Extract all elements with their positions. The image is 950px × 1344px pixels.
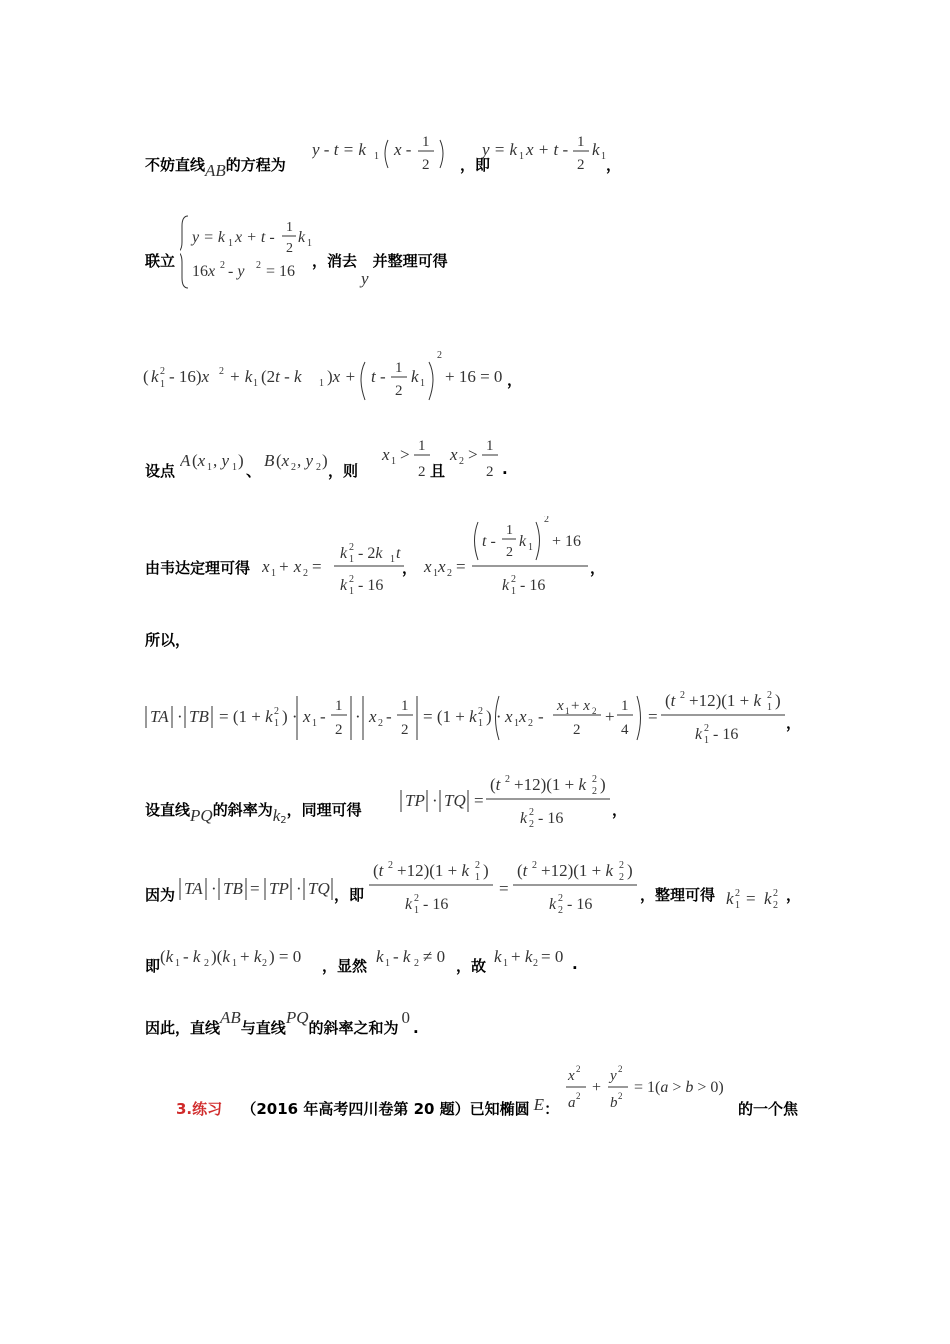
math-AB: AB: [205, 161, 226, 180]
svg-text:2: 2: [395, 383, 403, 399]
svg-text:2: 2: [335, 722, 343, 738]
svg-text:x: x: [568, 1068, 575, 1084]
svg-text:1: 1: [514, 718, 519, 729]
svg-text:k: k: [340, 545, 348, 562]
svg-text:(t: (t: [490, 775, 501, 794]
svg-text:+12)(1 + k: +12)(1 + k: [514, 775, 587, 794]
svg-text:>: >: [468, 445, 478, 464]
svg-text:1: 1: [601, 151, 606, 162]
svg-text:k: k: [549, 896, 557, 913]
svg-text:k: k: [502, 577, 510, 594]
svg-text:A: A: [180, 451, 191, 470]
svg-text:2: 2: [558, 905, 563, 916]
line-5: 由韦达定理可得: [145, 559, 251, 577]
svg-text:+: +: [605, 707, 615, 726]
svg-text:+ x: + x: [278, 557, 302, 576]
svg-text:y: y: [610, 1068, 617, 1084]
svg-text:·: ·: [355, 707, 361, 726]
svg-text:- k: - k: [183, 947, 201, 966]
svg-text:1: 1: [767, 702, 772, 713]
line-2-b: ，消去y并整理可得: [312, 252, 448, 288]
line-5-b: ，: [402, 559, 418, 577]
svg-text:x: x: [557, 698, 564, 714]
svg-text:)(k: )(k: [211, 947, 230, 966]
svg-text:1: 1: [385, 958, 390, 969]
svg-text:1: 1: [207, 462, 212, 473]
svg-text:2: 2: [529, 819, 534, 830]
eq-k-squares: [726, 880, 792, 916]
math-PQ: PQ: [190, 806, 213, 825]
svg-text:- 16: - 16: [713, 726, 739, 743]
svg-text:1: 1: [319, 378, 324, 389]
svg-text:1: 1: [420, 378, 425, 389]
svg-text:2: 2: [533, 958, 538, 969]
line-12: 3.练习 （2016 年高考四川卷第 20 题）已知椭圆 E：: [176, 1095, 560, 1118]
line-9-d: ，: [786, 886, 802, 904]
svg-text:2: 2: [256, 260, 261, 271]
svg-text:x + t -: x + t -: [526, 140, 569, 159]
svg-text:·: ·: [432, 791, 438, 810]
svg-text:·: ·: [211, 879, 217, 898]
svg-text:+12)(1 + k: +12)(1 + k: [397, 861, 470, 880]
svg-text:16x: 16x: [192, 263, 216, 280]
svg-text:TP: TP: [405, 791, 425, 810]
svg-text:(t: (t: [517, 861, 528, 880]
svg-text:≠ 0: ≠ 0: [423, 947, 446, 966]
svg-text:+12)(1 + k: +12)(1 + k: [689, 691, 762, 710]
line-8: 设直线PQ的斜率为$k_2$，同理可得: [145, 801, 362, 826]
svg-text:1: 1: [418, 440, 426, 454]
svg-text:TB: TB: [189, 707, 209, 726]
svg-text:b: b: [610, 1095, 618, 1111]
line-1: 不妨直线AB的方程为: [145, 156, 286, 180]
eq-ellipse: [564, 1060, 744, 1120]
line-4-e: .: [502, 460, 508, 478]
svg-text:(: (: [143, 367, 149, 386]
svg-text:2: 2: [544, 516, 549, 525]
line-4-d: 且: [430, 462, 446, 480]
svg-text:=: =: [746, 889, 756, 908]
svg-text:1: 1: [577, 134, 585, 150]
svg-text:k: k: [695, 726, 703, 743]
svg-text:2: 2: [437, 350, 442, 361]
svg-text:k: k: [519, 533, 527, 550]
svg-text:1: 1: [335, 698, 343, 714]
svg-text:x: x: [450, 445, 458, 464]
svg-text:2: 2: [388, 860, 393, 871]
svg-text:k: k: [726, 889, 734, 908]
svg-text:- 16: - 16: [567, 896, 593, 913]
svg-text:1: 1: [519, 151, 524, 162]
svg-text:2: 2: [532, 860, 537, 871]
svg-text:2: 2: [558, 893, 563, 904]
svg-text:k: k: [151, 367, 159, 386]
svg-text:1: 1: [312, 718, 317, 729]
svg-text:2: 2: [576, 1091, 581, 1101]
svg-text:1: 1: [274, 718, 279, 729]
svg-text:+ x: + x: [571, 698, 590, 714]
svg-text:1: 1: [391, 456, 396, 467]
svg-text:2: 2: [418, 464, 426, 480]
svg-text:2: 2: [528, 718, 533, 729]
eq-factor: [160, 938, 580, 974]
line-3-b: ，: [507, 371, 523, 389]
svg-text:2: 2: [414, 893, 419, 904]
svg-text:1: 1: [286, 220, 293, 235]
svg-text:- 16)x: - 16)x: [169, 367, 210, 386]
svg-text:, y: , y: [297, 451, 314, 470]
svg-text:k: k: [764, 889, 772, 908]
svg-text:1: 1: [478, 718, 483, 729]
svg-text:1: 1: [401, 698, 409, 714]
svg-text:- y: - y: [228, 263, 245, 280]
svg-text:2: 2: [220, 260, 225, 271]
svg-text:2: 2: [378, 718, 383, 729]
svg-text:1: 1: [253, 378, 258, 389]
svg-text:1: 1: [475, 872, 480, 883]
svg-text:(x: (x: [192, 451, 206, 470]
svg-text:2: 2: [486, 464, 494, 480]
svg-text:): ): [322, 451, 328, 470]
line-4-c: ，则: [328, 462, 359, 480]
svg-text:2: 2: [619, 872, 624, 883]
svg-text:1: 1: [232, 958, 237, 969]
svg-text:x: x: [369, 707, 377, 726]
svg-text:-: -: [386, 707, 392, 726]
svg-text:): ): [238, 451, 244, 470]
svg-text:k: k: [376, 947, 384, 966]
svg-text:1: 1: [349, 554, 354, 565]
line-9-c: ，整理可得: [640, 886, 716, 904]
svg-text:2: 2: [505, 774, 510, 785]
line-11: 因此，直线AB与直线PQ的斜率之和为0.: [145, 1008, 419, 1037]
svg-text:x: x: [424, 557, 432, 576]
svg-text:=: =: [499, 879, 509, 898]
svg-text:1: 1: [433, 568, 438, 579]
svg-text:1: 1: [232, 462, 237, 473]
line-7-b: ，: [786, 714, 802, 732]
svg-text:1: 1: [528, 542, 533, 553]
svg-text:TQ: TQ: [308, 879, 330, 898]
svg-text:k: k: [405, 896, 413, 913]
line-10: 即: [145, 957, 161, 975]
svg-text:TA: TA: [150, 707, 169, 726]
svg-text:TB: TB: [223, 879, 243, 898]
svg-text:1: 1: [511, 586, 516, 597]
svg-text:k: k: [298, 229, 306, 246]
svg-text:k: k: [340, 577, 348, 594]
svg-text:y - t = k: y - t = k: [312, 140, 366, 159]
svg-text:- 16: - 16: [358, 577, 384, 594]
svg-text:= 16: = 16: [266, 263, 296, 280]
svg-text:1: 1: [486, 440, 494, 454]
svg-text:= 1(a > b > 0): = 1(a > b > 0): [634, 1079, 724, 1096]
svg-text:) ·: ) ·: [282, 707, 298, 726]
svg-text:): ): [483, 861, 489, 880]
svg-text:k: k: [411, 367, 419, 386]
line-10-c: ，故: [456, 957, 487, 975]
svg-text:2: 2: [619, 860, 624, 871]
svg-text:2: 2: [704, 723, 709, 734]
svg-text:2: 2: [303, 568, 308, 579]
svg-text:1: 1: [228, 238, 233, 249]
eq-ta-tb: [143, 684, 793, 754]
svg-text:1: 1: [395, 360, 403, 376]
svg-text:y = k: y = k: [482, 140, 518, 159]
svg-text:2: 2: [459, 456, 464, 467]
line-9: 因为: [145, 886, 176, 904]
svg-text:2: 2: [577, 157, 585, 173]
svg-text:2: 2: [529, 807, 534, 818]
svg-text:2: 2: [618, 1064, 623, 1074]
svg-text:2: 2: [478, 706, 483, 717]
svg-text:1: 1: [735, 900, 740, 911]
svg-text:+: +: [592, 1079, 602, 1096]
svg-text:1: 1: [271, 568, 276, 579]
svg-text:=: =: [250, 879, 260, 898]
svg-text:2: 2: [286, 241, 293, 256]
svg-text:=: =: [312, 557, 322, 576]
svg-text:TQ: TQ: [444, 791, 466, 810]
svg-text:=: =: [474, 791, 484, 810]
svg-text:1: 1: [704, 735, 709, 746]
svg-text:)x +: )x +: [327, 367, 356, 386]
svg-text:2: 2: [422, 157, 430, 173]
svg-text:-: -: [538, 707, 544, 726]
svg-text:=: =: [456, 557, 466, 576]
svg-text:2: 2: [291, 462, 296, 473]
svg-text:TA: TA: [184, 879, 203, 898]
svg-text:t -: t -: [482, 533, 496, 550]
svg-text:t: t: [396, 545, 401, 562]
line-10-b: ，显然: [322, 957, 368, 975]
math-PQ-2: PQ: [285, 1008, 309, 1027]
svg-text:): ): [627, 861, 633, 880]
svg-text:2: 2: [475, 860, 480, 871]
math-k2: k: [272, 806, 281, 825]
svg-text:2: 2: [204, 958, 209, 969]
svg-text:- k: - k: [393, 947, 411, 966]
svg-text:·: ·: [296, 879, 302, 898]
svg-text:(t: (t: [373, 861, 384, 880]
svg-text:x + t -: x + t -: [235, 229, 275, 246]
svg-text:2: 2: [767, 690, 772, 701]
svg-text:x: x: [382, 445, 390, 464]
svg-text:x: x: [505, 707, 513, 726]
svg-text:2: 2: [506, 545, 513, 560]
svg-text:B: B: [264, 451, 275, 470]
svg-text:2: 2: [680, 690, 685, 701]
math-y: y: [361, 269, 369, 288]
svg-text:>: >: [400, 445, 410, 464]
svg-text:t -: t -: [371, 367, 386, 386]
line-5-c: ，: [590, 559, 606, 577]
svg-text:=: =: [648, 707, 658, 726]
svg-text:1: 1: [422, 134, 430, 150]
svg-text:= 0: = 0: [541, 947, 564, 966]
svg-text:- 16: - 16: [423, 896, 449, 913]
svg-text:2: 2: [592, 786, 597, 797]
math-AB-2: AB: [220, 1008, 241, 1027]
math-zero: 0: [401, 1008, 410, 1027]
svg-text:k: k: [592, 140, 600, 159]
svg-text:1: 1: [307, 238, 312, 249]
svg-text:) ·: ) ·: [486, 707, 502, 726]
svg-text:x -: x -: [394, 140, 412, 159]
svg-text:2: 2: [160, 366, 165, 377]
line-10-d: .: [572, 955, 578, 973]
svg-text:2: 2: [447, 568, 452, 579]
svg-text:2: 2: [401, 722, 409, 738]
svg-text:x: x: [438, 557, 446, 576]
svg-text:): ): [600, 775, 606, 794]
line-1-c: ，即: [460, 156, 491, 174]
math-E: E: [533, 1095, 545, 1114]
svg-text:1: 1: [414, 905, 419, 916]
line-9-b: ，即: [334, 886, 365, 904]
svg-text:2: 2: [262, 958, 267, 969]
svg-text:+ 16: + 16: [552, 533, 582, 550]
svg-text:2: 2: [592, 706, 597, 716]
svg-text:2: 2: [773, 888, 778, 899]
svg-text:x: x: [262, 557, 270, 576]
svg-text:y = k: y = k: [192, 229, 225, 246]
line-4-b: 、: [246, 462, 262, 480]
line-4: 设点: [145, 462, 176, 480]
svg-text:x: x: [519, 707, 527, 726]
svg-text:2: 2: [511, 574, 516, 585]
svg-text:2: 2: [219, 366, 224, 377]
svg-text:- 2k: - 2k: [358, 545, 383, 562]
svg-text:): ): [775, 691, 781, 710]
svg-text:, y: , y: [213, 451, 230, 470]
eq-line-ab-1: [312, 128, 462, 178]
svg-text:1: 1: [349, 586, 354, 597]
svg-text:1: 1: [175, 958, 180, 969]
eq-line-ab-2: [482, 128, 612, 178]
svg-text:2: 2: [592, 774, 597, 785]
line-1-d: ，: [606, 156, 622, 174]
eq-equal-products: [177, 854, 652, 918]
svg-text:) = 0: ) = 0: [269, 947, 302, 966]
line-8-d: ，: [612, 801, 628, 819]
eq-system: [180, 212, 320, 292]
svg-text:k: k: [520, 810, 528, 827]
svg-text:+ 16 = 0: + 16 = 0: [445, 367, 503, 386]
svg-text:= (1 + k: = (1 + k: [423, 707, 477, 726]
svg-text:- 16: - 16: [520, 577, 546, 594]
svg-text:2: 2: [573, 722, 581, 738]
svg-text:1: 1: [506, 523, 513, 538]
svg-text:= (1 + k: = (1 + k: [219, 707, 273, 726]
svg-text:1: 1: [390, 554, 395, 565]
svg-text:TP: TP: [269, 879, 289, 898]
svg-text:a: a: [568, 1095, 576, 1111]
svg-text:1: 1: [565, 706, 570, 716]
svg-text:+ k: + k: [229, 367, 253, 386]
svg-text:2: 2: [576, 1064, 581, 1074]
line-12-c: 的一个焦: [738, 1100, 799, 1118]
svg-text:+12)(1 + k: +12)(1 + k: [541, 861, 614, 880]
svg-text:2: 2: [735, 888, 740, 899]
svg-text:(t: (t: [665, 691, 676, 710]
svg-text:2: 2: [349, 574, 354, 585]
svg-text:1: 1: [160, 379, 165, 390]
line-6: 所以，: [145, 631, 191, 649]
svg-text:2: 2: [274, 706, 279, 717]
svg-text:2: 2: [618, 1091, 623, 1101]
svg-text:(k: (k: [160, 947, 174, 966]
svg-text:2: 2: [349, 542, 354, 553]
eq-tp-tq: [398, 768, 618, 832]
svg-text:2: 2: [316, 462, 321, 473]
svg-text:(x: (x: [276, 451, 290, 470]
svg-text:1: 1: [621, 698, 629, 714]
exercise-label: 3.练习: [176, 1100, 223, 1118]
svg-text:2: 2: [414, 958, 419, 969]
svg-text:x: x: [303, 707, 311, 726]
svg-text:1: 1: [374, 151, 379, 162]
svg-text:k: k: [494, 947, 502, 966]
svg-text:- 16: - 16: [538, 810, 564, 827]
svg-text:(2t - k: (2t - k: [261, 367, 302, 386]
svg-text:+ k: + k: [240, 947, 262, 966]
eq-quadratic: [143, 348, 513, 408]
svg-text:2: 2: [773, 900, 778, 911]
line-2: 联立: [145, 252, 176, 270]
svg-text:·: ·: [177, 707, 183, 726]
svg-text:4: 4: [621, 722, 629, 738]
svg-text:1: 1: [503, 958, 508, 969]
svg-text:+ k: + k: [511, 947, 533, 966]
eq-vieta: [262, 516, 602, 602]
svg-text:-: -: [320, 707, 326, 726]
